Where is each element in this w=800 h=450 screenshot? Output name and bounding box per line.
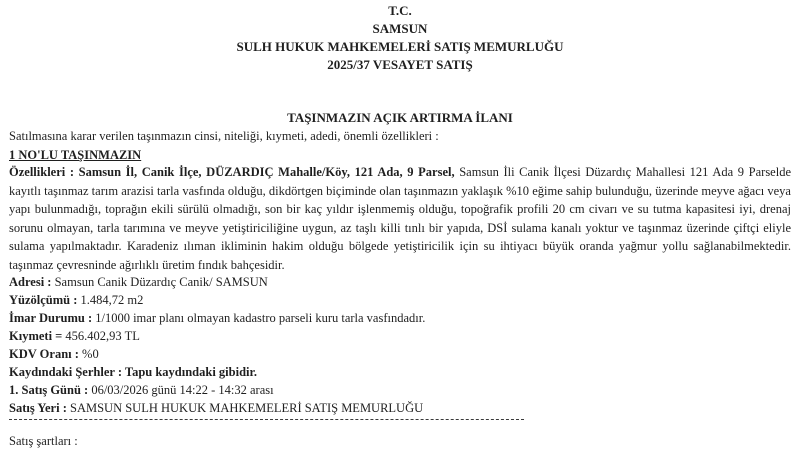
area-label: Yüzölçümü : (9, 293, 78, 307)
notice-title: TAŞINMAZIN AÇIK ARTIRMA İLANI (287, 110, 513, 125)
sale-day-value: 06/03/2026 günü 14:22 - 14:32 arası (91, 383, 274, 397)
address-row (9, 275, 268, 290)
vat-row (9, 347, 99, 362)
area-value: 1.484,72 m2 (80, 293, 144, 307)
features-description: Samsun İli Canik İlçesi Düzardıç Mahallesi 121 Ada 9 Parselde kayıtlı taşınmaz tarım arazisi tarla vasfında olduğu, dikdörtgen biçiminde olan taşınmazın yaklaşık %10 eğime sahip bulunduğu, üzerinde meyve ağacı veya yapı bulunmadığı, toprağın ekili sürülü olmadığı, son bir kaç yıldır işlenmemiş olduğu, topoğrafik profili 20 cm civarı ve su tutma kapasitesi iyi, drenaj sorunu olmayan, tarla tarımına ve meyve yetiştiriciliğine uygun, az taşlı killi tınlı bir yapıda, DSİ sulama kanalı yoktur ve taşınmaz üzerinde çiftçi eliyle sulama yapılmaktadır. Karadeniz ılıman ikliminin hakim olduğu bölgede yetiştiricilik için su ihtiyacı büyük oranda yağmur yollu sağlanabilmektedir. taşınmaz çevresninde ağırlıklı üretim fındık bahçesidir. (9, 165, 791, 272)
sale-day-label: 1. Satış Günü : (9, 383, 89, 397)
features-paragraph (9, 163, 791, 275)
features-label: Özellikleri : (9, 165, 75, 179)
header-tc: T.C. (388, 3, 412, 18)
property-heading: 1 NO'LU TAŞINMAZIN (9, 148, 142, 162)
zoning-value: 1/1000 imar planı olmayan kadastro parseli kuru tarla vasfındadır. (95, 311, 426, 325)
address-value: Samsun Canik Düzardıç Canik/ SAMSUN (54, 275, 268, 289)
address-label: Adresi : (9, 275, 52, 289)
header-city: SAMSUN (372, 21, 428, 36)
value-row (9, 329, 140, 344)
sale-place-row (9, 401, 423, 416)
vat-label: KDV Oranı : (9, 347, 79, 361)
header-office: SULH HUKUK MAHKEMELERİ SATIŞ MEMURLUĞU (236, 39, 564, 54)
sale-day-row (9, 383, 274, 398)
conditions-label: Satış şartları : (9, 434, 78, 448)
vat-value: %0 (82, 347, 99, 361)
header-case-number: 2025/37 VESAYET SATIŞ (327, 57, 473, 72)
features-location: Samsun İl, Canik İlçe, DÜZARDIÇ Mahalle/Köy, 121 Ada, 9 Parsel, (78, 165, 455, 179)
dashed-divider (9, 419, 524, 420)
zoning-row (9, 311, 425, 326)
area-row (9, 293, 143, 308)
sale-place-value: SAMSUN SULH HUKUK MAHKEMELERİ SATIŞ MEMURLUĞU (70, 401, 424, 415)
zoning-label: İmar Durumu : (9, 311, 93, 325)
record-annotations: Kaydındaki Şerhler : Tapu kaydındaki gibidir. (9, 365, 258, 379)
value-label: Kıymeti = (9, 329, 63, 343)
intro-text: Satılmasına karar verilen taşınmazın cinsi, niteliği, kıymeti, adedi, önemli özellikleri : (9, 129, 439, 143)
sale-place-label: Satış Yeri : (9, 401, 67, 415)
value-amount: 456.402,93 TL (65, 329, 140, 343)
